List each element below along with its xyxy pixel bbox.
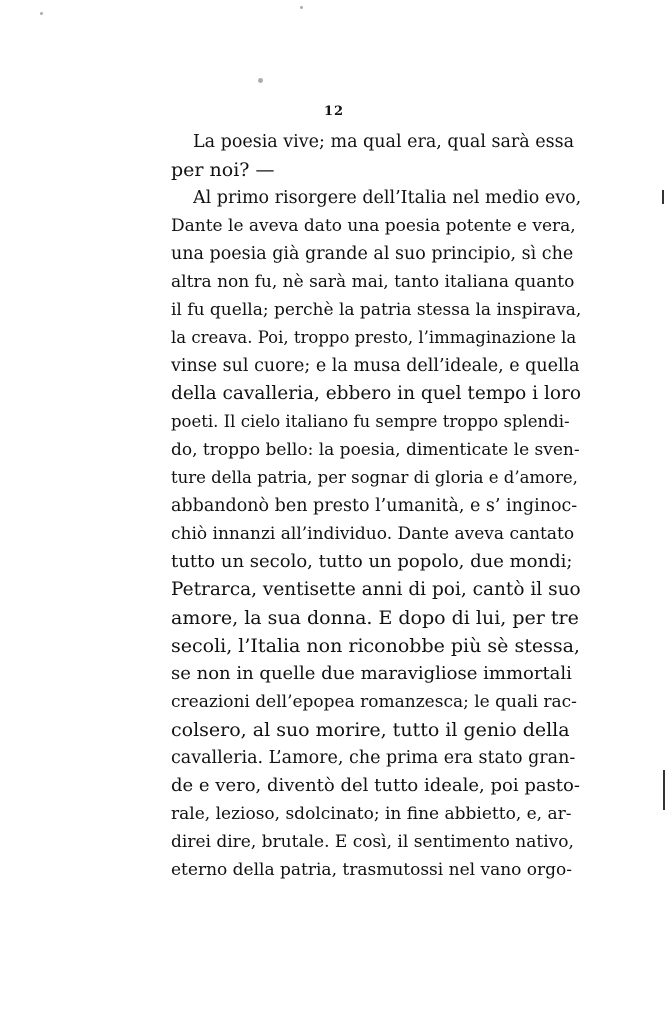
ink-speck: [258, 78, 263, 83]
text-line: poeti. Il cielo italiano fu sempre troppo splendi-: [171, 412, 570, 431]
text-line: Dante le aveva dato una poesia potente e vera,: [171, 216, 576, 236]
text-line: La poesia vive; ma qual era, qual sarà essa: [193, 132, 575, 152]
page-edge-mark: [662, 190, 664, 204]
ink-speck: [300, 6, 303, 9]
page-edge-mark: [663, 770, 665, 810]
text-line: una poesia già grande al suo principio, sì che: [171, 244, 574, 264]
text-line: ture della patria, per sognar di gloria e d’amore,: [171, 468, 578, 487]
text-line: abbandonò ben presto l’umanità, e s’ inginoc-: [171, 496, 578, 516]
text-line: Al primo risorgere dell’Italia nel medio evo,: [193, 188, 581, 208]
text-line: creazioni dell’epopea romanzesca; le quali rac-: [171, 692, 577, 712]
text-line: amore, la sua donna. E dopo di lui, per tre: [171, 607, 579, 629]
ink-speck: [40, 12, 43, 15]
text-line: eterno della patria, trasmutossi nel vano orgo-: [171, 860, 573, 880]
text-line: della cavalleria, ebbero in quel tempo i loro: [171, 383, 581, 404]
text-line: la creava. Poi, troppo presto, l’immaginazione la: [171, 328, 577, 347]
page-number: 12: [323, 104, 345, 119]
text-line: chiò innanzi all’individuo. Dante aveva cantato: [171, 524, 575, 544]
text-line: secoli, l’Italia non riconobbe più sè stessa,: [171, 635, 580, 657]
text-line: direi dire, brutale. E così, il sentimento nativo,: [171, 832, 574, 852]
text-line: cavalleria. L’amore, che prima era stato gran-: [171, 748, 576, 768]
text-line: altra non fu, nè sarà mai, tanto italiana quanto: [171, 272, 575, 292]
text-line: do, troppo bello: la poesia, dimenticate le sven-: [171, 440, 580, 460]
text-line: per noi? —: [171, 159, 275, 181]
text-line: il fu quella; perchè la patria stessa la inspirava,: [171, 300, 581, 320]
text-line: vinse sul cuore; e la musa dell’ideale, e quella: [171, 356, 580, 376]
text-line: rale, lezioso, sdolcinato; in fine abbietto, e, ar-: [171, 804, 572, 824]
text-line: se non in quelle due maravigliose immortali: [171, 663, 572, 684]
text-line: de e vero, diventò del tutto ideale, poi pasto-: [171, 775, 580, 796]
text-line: tutto un secolo, tutto un popolo, due mondi;: [171, 551, 573, 572]
text-line: colsero, al suo morire, tutto il genio della: [171, 719, 570, 741]
text-line: Petrarca, ventisette anni di poi, cantò il suo: [171, 579, 581, 600]
